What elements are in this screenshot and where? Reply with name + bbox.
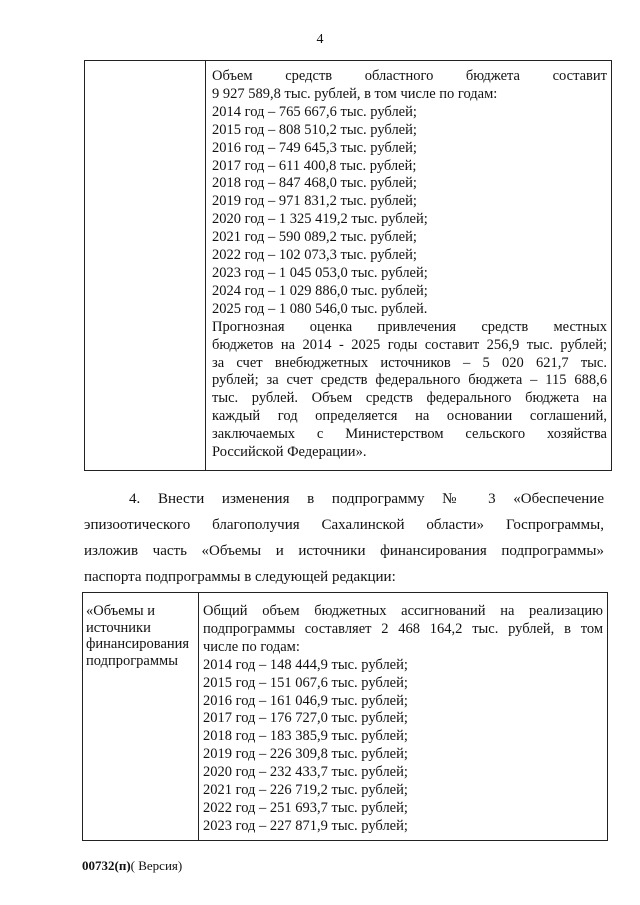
table1-forecast-line: за счет внебюджетных источников – 5 020 621,7 тыс. (212, 354, 607, 371)
table2-year-line: 2017 год – 176 727,0 тыс. рублей; (203, 710, 408, 727)
paragraph-line: изложив часть «Объемы и источники финансирования подпрограммы» (84, 543, 604, 559)
table1-left-cell (85, 61, 206, 471)
table2-label-cell (83, 593, 199, 841)
table1-forecast-lines (212, 319, 607, 444)
table2-justified-lines (203, 603, 603, 639)
table2-value-cell (199, 593, 608, 841)
table1-forecast-line: тыс. рублей. Объем средств федерального бюджета на (212, 390, 607, 407)
table2-label-line: финансирования (86, 636, 190, 652)
table1-year-line: 2020 год – 1 325 419,2 тыс. рублей; (212, 211, 428, 228)
table1-forecast-line: каждый год определяется на основании соглашений, (212, 408, 607, 425)
document-code: 00732(п) (82, 858, 131, 873)
document-footer (82, 858, 182, 874)
table1-justified-lines (212, 68, 607, 86)
table1-year-line: 2024 год – 1 029 886,0 тыс. рублей; (212, 282, 428, 299)
table1-line: Объем средств областного бюджета составит (212, 68, 607, 84)
table1-year-lines (212, 86, 607, 319)
paragraph-4 (84, 486, 604, 590)
table1-year-line: 2023 год – 1 045 053,0 тыс. рублей; (212, 264, 428, 281)
table2-year-line: 2023 год – 227 871,9 тыс. рублей; (203, 817, 408, 834)
table1-year-line: 2018 год – 847 468,0 тыс. рублей; (212, 175, 417, 192)
table1-forecast-line: бюджетов на 2014 - 2025 годы составит 256,9 тыс. рублей; (212, 336, 607, 353)
table1-year-line: 2021 год – 590 089,2 тыс. рублей; (212, 229, 417, 246)
document-version: ( Версия) (130, 858, 183, 873)
table1-year-line: 9 927 589,8 тыс. рублей, в том числе по годам: (212, 85, 498, 102)
table2-year-line: 2015 год – 151 067,6 тыс. рублей; (203, 674, 408, 691)
table1-year-line: 2019 год – 971 831,2 тыс. рублей; (212, 193, 417, 210)
paragraph-line: эпизоотического благополучия Сахалинской области» Госпрограммы, (84, 517, 604, 533)
table2-year-line: 2022 год – 251 693,7 тыс. рублей; (203, 799, 408, 816)
table1-year-line: 2016 год – 749 645,3 тыс. рублей; (212, 139, 417, 156)
table1-year-line: 2022 год – 102 073,3 тыс. рублей; (212, 247, 417, 264)
table2-label-line: «Объемы и (86, 603, 155, 619)
table1-year-line: 2017 год – 611 400,8 тыс. рублей; (212, 157, 417, 174)
page-number: 4 (316, 32, 324, 47)
paragraph-line: паспорта подпрограммы в следующей редакции: (84, 569, 396, 585)
table2-year-line: 2014 год – 148 444,9 тыс. рублей; (203, 656, 408, 673)
table2-line: подпрограммы составляет 2 468 164,2 тыс. рублей, в том (203, 620, 603, 637)
paragraph-line: 4. Внести изменения в подпрограмму № 3 «Обеспечение (129, 491, 604, 507)
table1-year-line: 2014 год – 765 667,6 тыс. рублей; (212, 103, 417, 120)
table1-forecast-line: заключаемых с Министерством сельского хозяйства (212, 426, 607, 443)
table1-forecast-line: Прогнозная оценка привлечения средств местных (212, 318, 607, 335)
table2-label-line: подпрограммы (86, 652, 178, 669)
budget-table-continued (84, 60, 612, 471)
table2-line: Общий объем бюджетных ассигнований на реализацию (203, 603, 603, 619)
table2-year-lines (203, 639, 603, 836)
table1-year-line: 2015 год – 808 510,2 тыс. рублей; (212, 121, 417, 138)
table1-right-cell (206, 61, 612, 471)
table2-year-line: числе по годам: (203, 638, 300, 655)
table1-year-line: 2025 год – 1 080 546,0 тыс. рублей. (212, 300, 428, 317)
table2-year-line: 2020 год – 232 433,7 тыс. рублей; (203, 764, 408, 781)
subprogram-funding-table (82, 592, 608, 841)
table2-year-line: 2016 год – 161 046,9 тыс. рублей; (203, 692, 408, 709)
table2-year-line: 2019 год – 226 309,8 тыс. рублей; (203, 746, 408, 763)
table2-year-line: 2021 год – 226 719,2 тыс. рублей; (203, 782, 408, 799)
table2-year-line: 2018 год – 183 385,9 тыс. рублей; (203, 728, 408, 745)
table1-last-line: Российской Федерации». (212, 444, 367, 461)
table2-label-line: источники (86, 619, 151, 636)
table1-forecast-line: рублей; за счет средств федерального бюджета – 115 688,6 (212, 372, 607, 389)
